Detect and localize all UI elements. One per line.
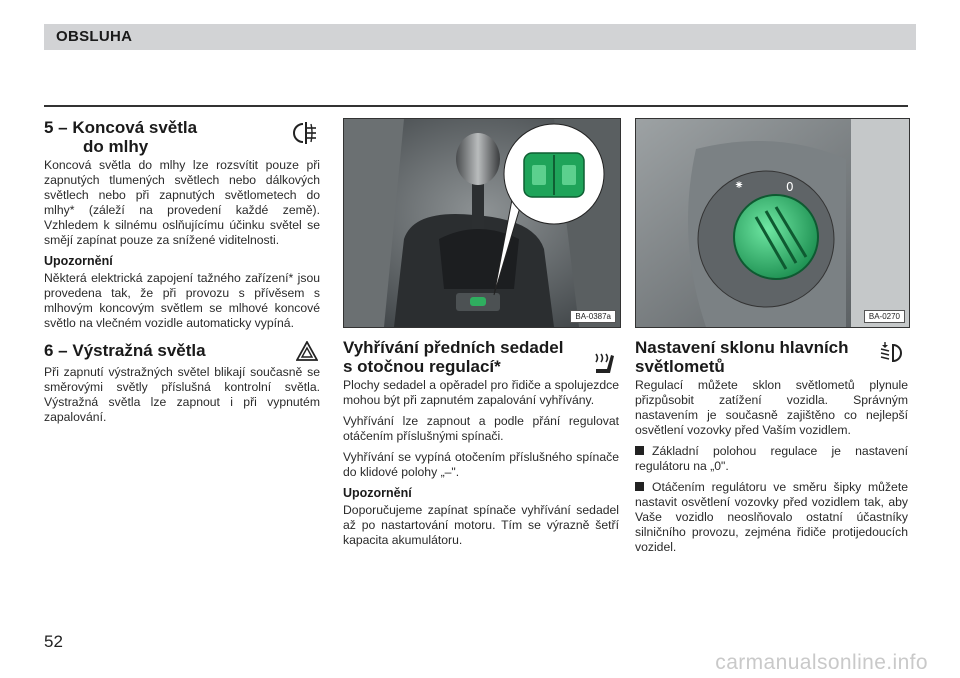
horizontal-divider — [44, 105, 908, 107]
photo-headlight-dial — [635, 118, 910, 328]
bullet-icon — [635, 446, 644, 455]
hazard-warning-icon — [296, 341, 318, 361]
page-header-title: OBSLUHA — [56, 28, 133, 45]
section5-title-line2: do mlhy — [83, 137, 149, 156]
photo1-label: BA-0387a — [570, 310, 616, 323]
headlight-title-line2: světlometů — [635, 357, 725, 376]
photo2-label: BA-0270 — [864, 310, 905, 323]
section5-heading — [44, 118, 320, 158]
rear-fog-light-icon — [292, 120, 320, 146]
heated-seats-p2: Vyhřívání lze zapnout a podle přání regulovat otáčením příslušnými spínači. — [343, 414, 619, 443]
headlight-heading — [635, 338, 908, 378]
page-number: 52 — [44, 632, 63, 651]
heated-seats-warning-heading: Upozornění — [343, 486, 412, 500]
section5-title-line1: 5 – Koncová světla — [44, 118, 198, 137]
section5-warning-text: Některá elektrická zapojení tažného zařízení* jsou provedena tak, že při provozu s přívěsem s mlhovým koncovým světlem se mlhové koncové světlo na vlečném vozidle automaticky vypíná. — [44, 271, 320, 330]
headlight-dial-illustration — [636, 119, 909, 327]
heated-seats-warning-text: Doporučujeme zapínat spínače vyhřívání sedadel až po nastartování motoru. Tím se výrazně šetří kapacita akumulátoru. — [343, 503, 619, 547]
section5-warning-heading: Upozornění — [44, 254, 113, 268]
seat-heating-icon — [593, 352, 615, 376]
gear-shift-illustration — [344, 119, 620, 327]
headlight-p1: Regulací můžete sklon světlometů plynule přizpůsobit zatížení vozidla. Správným nastavením je současně zajištěno co nejlepší osvětlení vozovky před Vaším vozidlem. — [635, 378, 908, 437]
heated-seats-title-line2: s otočnou regulací* — [343, 357, 501, 376]
heated-seats-heading — [343, 338, 619, 378]
header-bar — [44, 24, 916, 50]
section5-body: Koncová světla do mlhy lze rozsvítit pouze při zapnutých tlumených světlech nebo dálkových světlech nebo při zapnutých světlometech do mlhy* (záleží na provedení každé země). Vzhledem k silnému oslňujícímu účinku světel se smějí zapínat pouze za snížené viditelnosti. — [44, 158, 320, 247]
heated-seats-p3: Vyhřívání se vypíná otočením příslušného spínače do klidové polohy „–". — [343, 450, 619, 479]
section6-heading — [44, 341, 320, 365]
headlight-bullet2 — [635, 480, 908, 555]
watermark: carmanualsonline.info — [715, 651, 928, 674]
headlight-bullet1-text: Základní polohou regulace je nastavení regulátoru na „0". — [635, 444, 908, 473]
section6-title: 6 – Výstražná světla — [44, 341, 206, 360]
column-middle — [343, 338, 619, 554]
svg-text:⁕: ⁕ — [734, 178, 745, 192]
heated-seats-title-line1: Vyhřívání předních sedadel — [343, 338, 564, 357]
headlight-bullet2-text: Otáčením regulátoru ve směru šipky můžete nastavit osvětlení vozovky před vozidlem tak, aby Vaše vozidlo neoslňovalo ostatní účastníky silničního provozu, zejména řidiče protijedoucích vozidel. — [635, 480, 908, 554]
headlight-bullet1 — [635, 444, 908, 474]
heated-seats-p1: Plochy sedadel a opěradel pro řidiče a spolujezdce mohou být při zapnutém zapalování vyhřívány. — [343, 378, 619, 407]
section6-body: Při zapnutí výstražných světel blikají současně se směrovými světly příslušná kontrolní světla. Výstražná světla lze zapnout i při vypnutém zapalování. — [44, 365, 320, 424]
bullet-icon — [635, 482, 644, 491]
column-right — [635, 338, 908, 561]
headlight-range-icon — [878, 340, 904, 366]
photo-gear-shift — [343, 118, 621, 328]
svg-text:0: 0 — [786, 180, 794, 194]
headlight-title-line1: Nastavení sklonu hlavních — [635, 338, 849, 357]
column-left — [44, 118, 320, 431]
